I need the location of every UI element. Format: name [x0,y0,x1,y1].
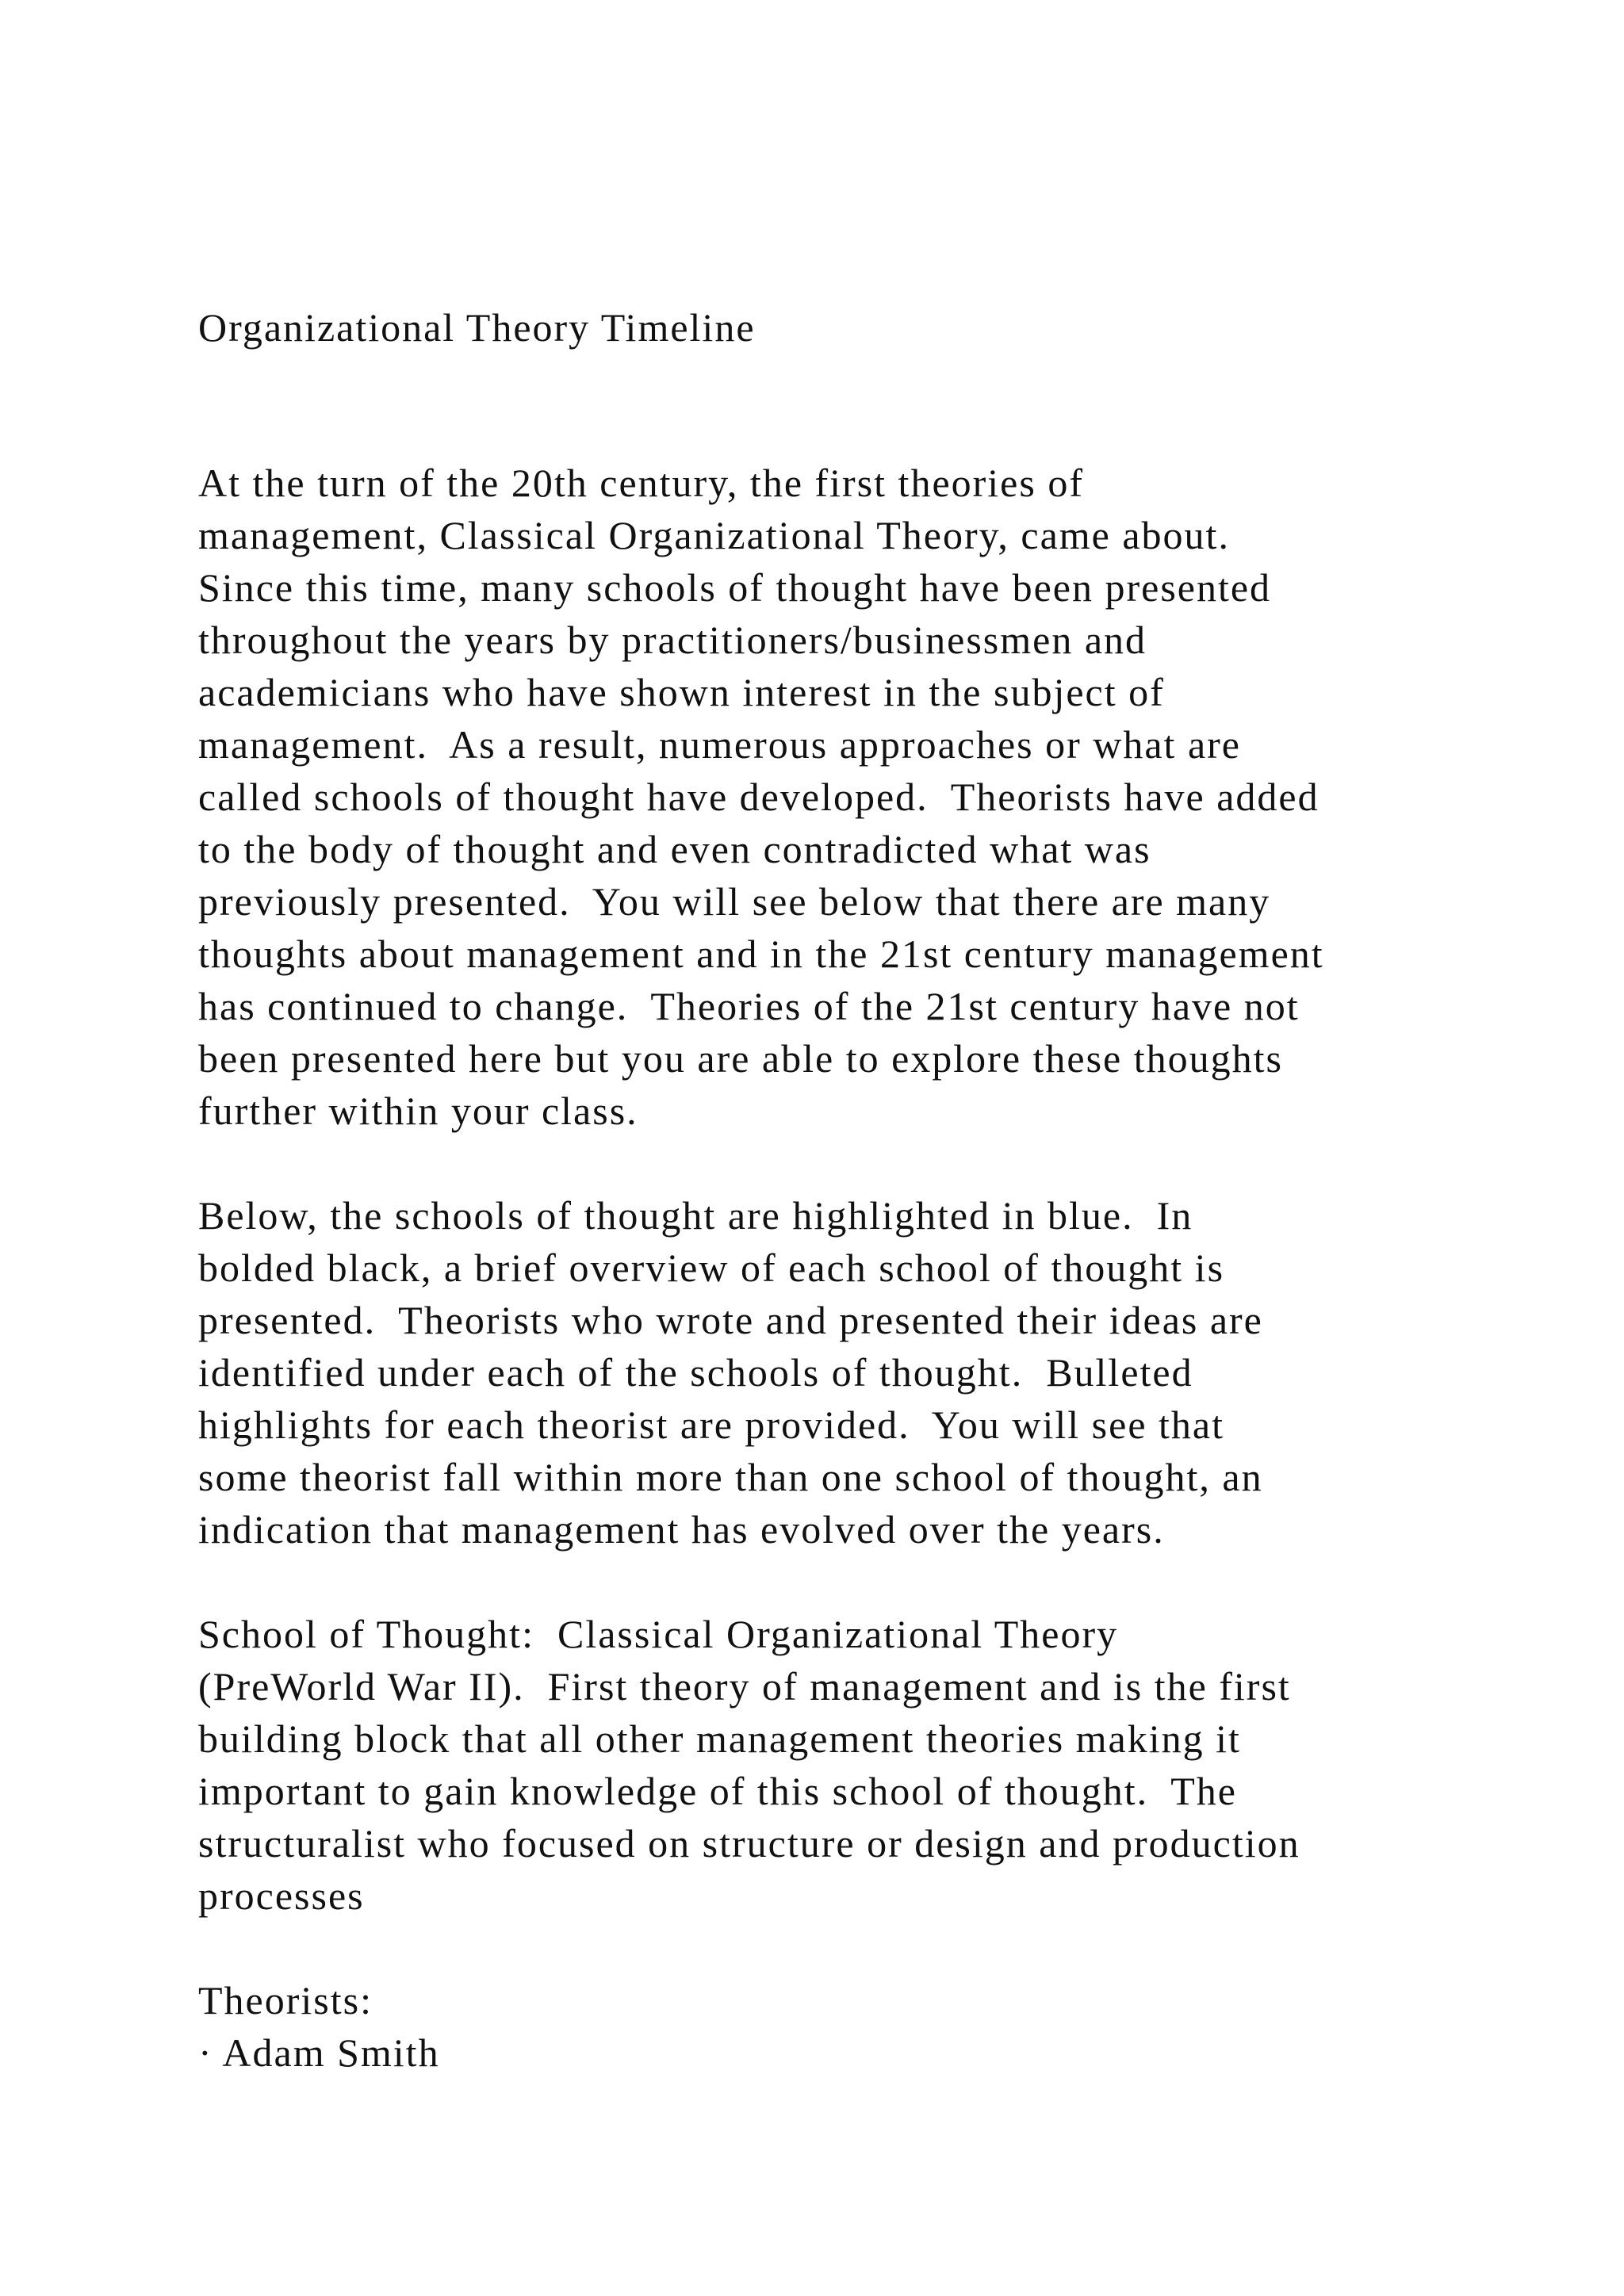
intro-line: been presented here but you are able to explore these thoughts [198,1036,1283,1081]
intro-line: management, Classical Organizational Theory, came about. [198,513,1230,557]
theorists-label: Theorists: [198,1978,373,2022]
intro-line: has continued to change. Theories of the 21st century have not [198,984,1300,1028]
intro-line: Since this time, many schools of thought have been presented [198,565,1272,610]
intro-line: At the turn of the 20th century, the first theories of [198,461,1084,505]
intro-line: called schools of thought have developed. Theorists have added [198,775,1320,819]
overview-line: Below, the schools of thought are highlighted in blue. In [198,1193,1193,1238]
intro-line: previously presented. You will see below that there are many [198,879,1271,924]
overview-line: bolded black, a brief overview of each school of thought is [198,1246,1225,1290]
overview-line: identified under each of the schools of thought. Bulleted [198,1350,1193,1395]
intro-line: management. As a result, numerous approaches or what are [198,722,1241,767]
intro-line: throughout the years by practitioners/businessmen and [198,618,1147,662]
overview-line: some theorist fall within more than one school of thought, an [198,1455,1263,1499]
document-title: Organizational Theory Timeline [198,305,756,350]
overview-line: highlights for each theorist are provided. You will see that [198,1402,1224,1447]
theorist-list-item: · Adam Smith [198,2030,440,2075]
school-of-thought-line: building block that all other management theories making it [198,1716,1241,1761]
intro-line: further within your class. [198,1089,638,1133]
overview-line: indication that management has evolved over the years. [198,1507,1165,1552]
school-of-thought-line: processes [198,1873,365,1918]
school-of-thought-line: School of Thought: Classical Organizational Theory [198,1612,1119,1656]
overview-line: presented. Theorists who wrote and presented their ideas are [198,1298,1263,1342]
intro-line: academicians who have shown interest in the subject of [198,670,1165,714]
school-of-thought-line: (PreWorld War II). First theory of management and is the first [198,1664,1291,1709]
intro-line: to the body of thought and even contradicted what was [198,827,1151,871]
school-of-thought-line: important to gain knowledge of this school of thought. The [198,1769,1237,1813]
school-of-thought-line: structuralist who focused on structure or design and production [198,1821,1300,1866]
intro-line: thoughts about management and in the 21st century management [198,932,1324,976]
